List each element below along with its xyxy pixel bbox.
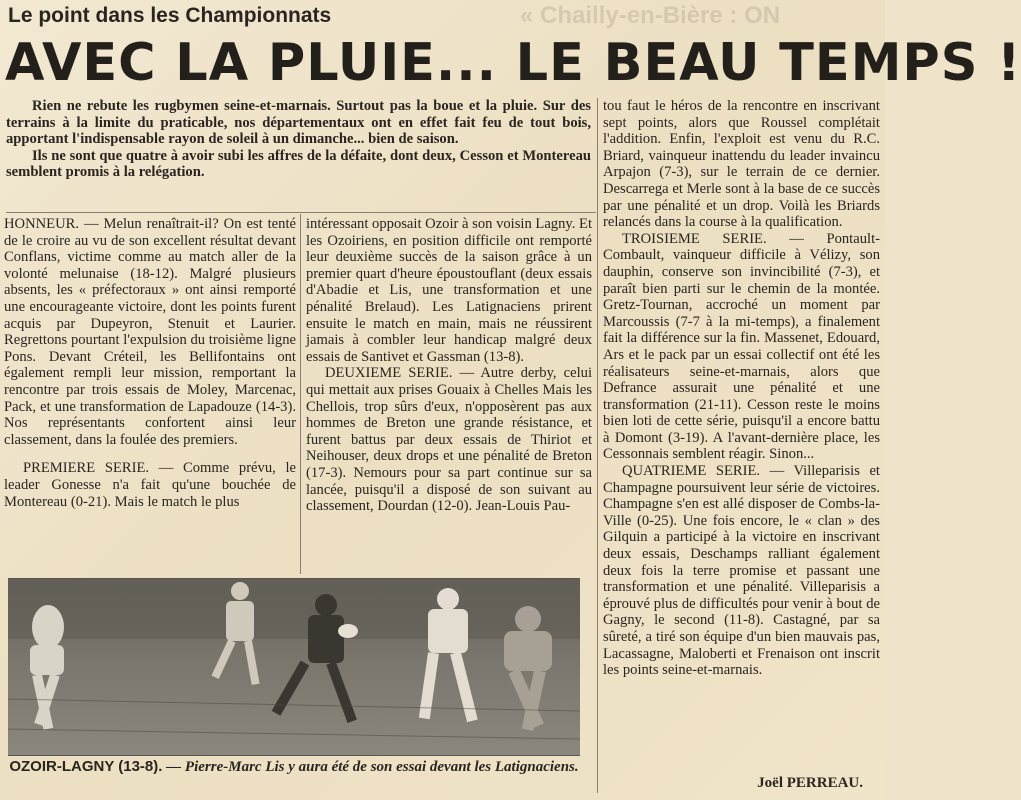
- kicker: Le point dans les Championnats: [8, 4, 332, 27]
- section-premiere-serie: PREMIERE SERIE. — Comme prévu, le leader Gonesse n'a fait qu'une bouchée de Montereau (0-21). Mais le match le plus: [4, 460, 296, 510]
- column-3: [603, 98, 880, 770]
- match-photo: [8, 578, 580, 756]
- section-deuxieme-serie: DEUXIEME SERIE. — Autre derby, celui qui mettait aux prises Gouaix à Chelles Mais les Chellois, trop sûrs d'eux, n'opposèrent pas aux hommes de Breton une grande résistance, et furent battus par deux essais de Thiriot et Neihouser, deux drops et une pénalité de Breton (17-3). Nemours pour sa part continue sur sa lancée, puisqu'il a disposé de son suivant au classement, Dourdan (12-0). Jean-Louis Pau-: [306, 365, 592, 515]
- column-2: [306, 216, 592, 576]
- column-1: [4, 216, 296, 576]
- section-troisieme-serie: TROISIEME SERIE. — Pontault-Combault, vainqueur difficile à Vélizy, son dauphin, conserve son invincibilité (7-3), et paraît bien parti sur le chemin de la montée. Gretz-Tournan, accroché un moment par Marcoussis (7-7 à la mi-temps), a finalement fait la différence sur la fin. Massenet, Edouard, Ars et le pack par un essai collectif ont été les réalisateurs seine-et-marnais, alors que Defrance assurait une pénalité et une transformation (21-11). Cesson reste le moins bien loti de cette série, puisqu'il a encore battu à Domont (3-19). A l'avant-dernière place, les Cessonnais semblent réagir. Sinon...: [603, 230, 880, 463]
- section-deuxieme-serie-cont: tou faut le héros de la rencontre en inscrivant sept points, alors que Roussel complétait l'addition. Enfin, l'exploit est venu du R.C. Briard, vainqueur inattendu du leader invaincu Arpajon (7-3), sur le terrain de ce dernier. Descarrega et Merle sont à la base de ce succès par une pénalité et un drop. Voilà les Briards relancés dans la course à la qualification.: [603, 98, 880, 231]
- section-premiere-serie-cont: intéressant opposait Ozoir à son voisin Lagny. Et les Ozoiriens, en position difficile ont remporté leur deuxième succès de la saison grâce à un premier quart d'heure époustouflant (deux essais d'Abadie et Lis, une transformation et une pénalité Brelaud). Les Latignaciens prirent ensuite le match en main, mais ne réussirent jamais à combler leur handicap malgré deux essais de Santivet et Gassman (13-8).: [306, 216, 593, 365]
- column-rule-2: [597, 98, 598, 793]
- section-honneur: HONNEUR. — Melun renaîtrait-il? On est tenté de le croire au vu de son excellent résultat devant Conflans, victime comme au match aller de la volonté melunaise (18-12). Malgré plusieurs absents, les « préfectoraux » ont ainsi remporté une encourageante victoire, dont les points furent acquis par Dupeyron, Stenuit et Laurier. Regrettons pourtant l'expulsion du troisième ligne Pons. Devant Créteil, les Bellifontains ont également rempli leur mission, remportant la rencontre par trois essais de Moley, Marcenac, Pack, et une transformation de Lapadouze (14-3). Nos représentants confortent ainsi leur classement, dans la foulée des premiers.: [4, 216, 296, 448]
- column-rule-1: [300, 214, 301, 574]
- author-signature: Joël PERREAU.: [757, 775, 863, 791]
- photo-caption: [8, 758, 580, 776]
- lead-paragraph: [6, 98, 591, 181]
- lead-text-2: Ils ne sont que quatre à avoir subi les affres de la défaite, dont deux, Cesson et Montereau semblent promis à la relégation.: [6, 147, 591, 181]
- bleed-through-text: « Chailly-en-Bière : ON: [520, 2, 781, 29]
- lead-divider: [6, 212, 596, 213]
- caption-text: — Pierre-Marc Lis y aura été de son essai devant les Latignaciens.: [166, 759, 579, 775]
- lead-text-1: Rien ne rebute les rugbymen seine-et-marnais. Surtout pas la boue et la pluie. Sur des terrains à la limite du praticable, nos départementaux ont en effet fait feu de tout bois, apportant l'indispensable rayon de soleil à un dimanche... bien de saison.: [6, 98, 591, 148]
- section-quatrieme-serie: QUATRIEME SERIE. — Villeparisis et Champagne poursuivent leur série de victoires. Champagne s'en est allé disposer de Combs-la-Ville (0-25). Une fois encore, le « clan » des Gilquin a participé à la victoire en inscrivant deux essais, Deschamps ralliant également deux fois la terre promise et passant une transformation et une pénalité. Villeparisis a éprouvé plus de difficultés pour venir à bout de Gagny, le second (11-8). Castagné, par sa sûreté, a tiré son équipe d'un bien mauvais pas, Lacassagne, Maloberti et Frenaison ont inscrit les points seine-et-marnais.: [603, 463, 880, 679]
- caption-label: OZOIR-LAGNY (13-8).: [9, 758, 163, 775]
- headline: AVEC LA PLUIE... LE BEAU TEMPS !: [5, 33, 1021, 93]
